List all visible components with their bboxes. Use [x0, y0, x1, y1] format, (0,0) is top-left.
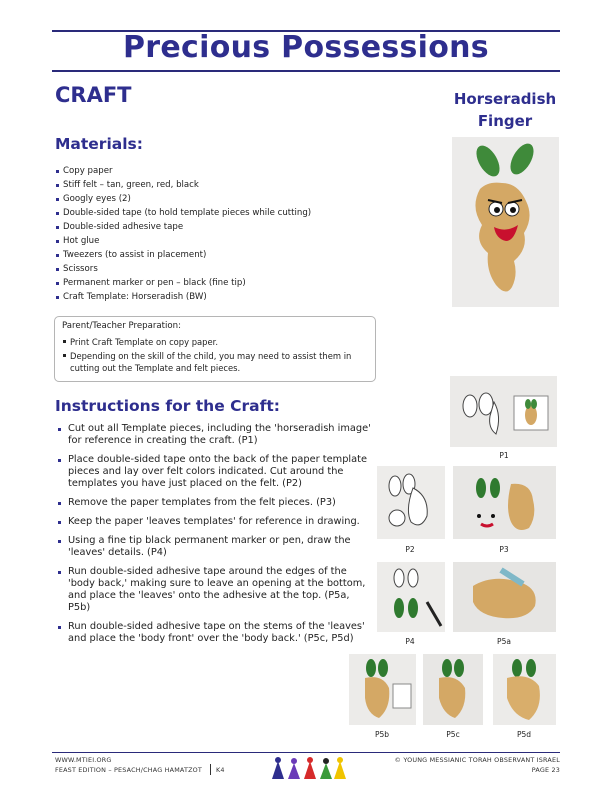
list-item: Run double-sided adhesive tape around the edges of the 'body back,' making sure to leave an opening at the bottom, and place the 'leaves' onto the adhesive at the top. (P5a, P5b): [57, 566, 373, 614]
templates-on-felt-image: [377, 466, 445, 539]
logo-figures-icon: [272, 757, 346, 779]
photo-p5c: [423, 654, 483, 725]
photo-p5d: [493, 654, 556, 725]
list-item: Permanent marker or pen – black (fine tip): [55, 276, 311, 290]
puppet-title-line2: Finger: [477, 112, 533, 130]
footer-code: K4: [216, 766, 225, 774]
caption-p4: P4: [405, 637, 415, 646]
caption-p5d: P5d: [516, 730, 532, 739]
list-item: Cut out all Template pieces, including the 'horseradish image' for reference in creating the craft. (P1): [57, 423, 373, 447]
page-title: Precious Possessions: [123, 30, 489, 65]
footer-website: WWW.MTIEI.ORG: [55, 756, 112, 764]
photo-p1: [450, 376, 557, 447]
photo-p5a: [453, 562, 556, 632]
materials-list: [55, 164, 311, 304]
template-pieces-image: [450, 376, 557, 447]
photo-p5b: [349, 654, 416, 725]
horseradish-puppet-image: [452, 137, 559, 307]
list-item: Copy paper: [55, 164, 311, 178]
leaves-on-body-image: [349, 654, 416, 725]
footer-separator: [210, 764, 211, 775]
materials-heading: Materials:: [55, 135, 143, 153]
puppet-title-line1: Horseradish: [453, 90, 557, 108]
list-item: Print Craft Template on copy paper.: [62, 336, 370, 348]
caption-p5c: P5c: [446, 730, 460, 739]
felt-pieces-image: [453, 466, 556, 539]
list-item: Stiff felt – tan, green, red, black: [55, 178, 311, 192]
list-item: Double-sided adhesive tape: [55, 220, 311, 234]
list-item: Depending on the skill of the child, you may need to assist them in cutting out the Template and felt pieces.: [62, 350, 370, 374]
section-heading: CRAFT: [55, 83, 132, 107]
prep-box: [54, 316, 376, 382]
list-item: Run double-sided adhesive tape on the stems of the 'leaves' and place the 'body front' over the 'body back.' (P5c, P5d): [57, 621, 373, 645]
instructions-list: [57, 423, 373, 652]
caption-p1: P1: [499, 451, 509, 460]
puppet-photo: [452, 137, 559, 307]
footer-rule: [52, 752, 560, 753]
prep-title: Parent/Teacher Preparation:: [62, 321, 182, 331]
prep-list: [62, 336, 370, 376]
caption-p5b: P5b: [374, 730, 390, 739]
footer-edition: FEAST EDITION – PESACH/CHAG HAMATZOT: [55, 766, 203, 774]
footer-logo: [268, 755, 348, 781]
instructions-heading: Instructions for the Craft:: [55, 397, 280, 415]
caption-p5a: P5a: [497, 637, 511, 646]
footer-page: PAGE 23: [531, 766, 560, 774]
list-item: Tweezers (to assist in placement): [55, 248, 311, 262]
list-item: Using a fine tip black permanent marker or pen, draw the 'leaves' details. (P4): [57, 535, 373, 559]
photo-p4: [377, 562, 445, 632]
photo-p3: [453, 466, 556, 539]
list-item: Double-sided tape (to hold template pieces while cutting): [55, 206, 311, 220]
footer-copyright: © YOUNG MESSIANIC TORAH OBSERVANT ISRAEL: [394, 756, 560, 764]
list-item: Googly eyes (2): [55, 192, 311, 206]
body-front-image: [493, 654, 556, 725]
list-item: Craft Template: Horseradish (BW): [55, 290, 311, 304]
list-item: Place double-sided tape onto the back of the paper template pieces and lay over felt colors indicated. Cut around the templates you have just placed on the felt. (P2): [57, 454, 373, 490]
list-item: Remove the paper templates from the felt pieces. (P3): [57, 497, 373, 509]
caption-p2: P2: [405, 545, 415, 554]
drawing-leaves-image: [377, 562, 445, 632]
tape-on-stems-image: [423, 654, 483, 725]
adhesive-tape-image: [453, 562, 556, 632]
header-bottom-rule: [52, 70, 560, 72]
list-item: Scissors: [55, 262, 311, 276]
list-item: Hot glue: [55, 234, 311, 248]
list-item: Keep the paper 'leaves templates' for reference in drawing.: [57, 516, 373, 528]
photo-p2: [377, 466, 445, 539]
caption-p3: P3: [499, 545, 509, 554]
